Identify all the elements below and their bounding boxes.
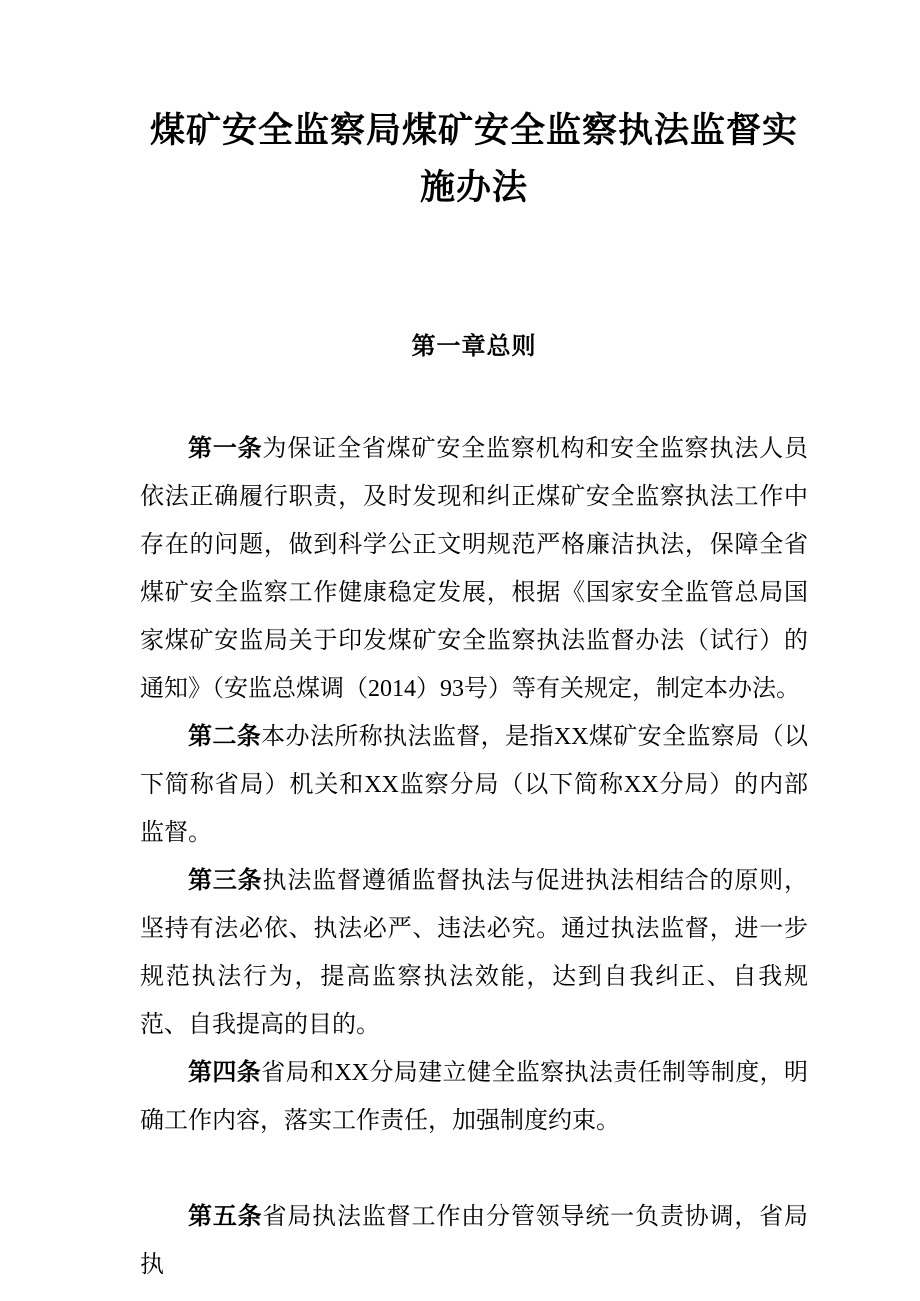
article-3-lead: 第三条 (188, 868, 263, 894)
paragraph-article-1 (140, 425, 808, 713)
article-1-text: 为保证全省煤矿安全监察机构和安全监察执法人员依法正确履行职责，及时发现和纠正煤矿安全监察执法工作中存在的问题，做到科学公正文明规范严格廉洁执法，保障全省煤矿安全监察工作健康稳定发展，根据《国家安全监管总局国家煤矿安监局关于印发煤矿安全监察执法监督办法（试行）的通知》（安监总煤调（2014）93号）等有关规定，制定本办法。 (140, 436, 808, 702)
article-3-text: 执法监督遵循监督执法与促进执法相结合的原则，坚持有法必依、执法必严、违法必究。通过执法监督，进一步规范执法行为，提高监察执法效能，达到自我纠正、自我规范、自我提高的目的。 (140, 868, 808, 1038)
article-1-lead: 第一条 (188, 436, 263, 462)
chapter-heading: 第一章总则 (411, 334, 537, 360)
article-5-text: 省局执法监督工作由分管领导统一负责协调，省局执 (140, 1204, 808, 1278)
article-2-lead: 第二条 (188, 724, 262, 750)
document-title: 煤矿安全监察局煤矿安全监察执法监督实施办法 (149, 111, 798, 207)
article-5-lead: 第五条 (188, 1204, 263, 1230)
article-2-text: 本办法所称执法监督，是指XX煤矿安全监察局（以下简称省局）机关和XX监察分局（以下简称XX分局）的内部监督。 (140, 724, 808, 846)
article-4-lead: 第四条 (188, 1060, 262, 1086)
paragraph-article-3 (140, 857, 808, 1049)
paragraph-article-4 (140, 1049, 808, 1145)
paragraph-article-2 (140, 713, 808, 857)
paragraph-article-5 (140, 1193, 808, 1289)
article-4-text: 省局和XX分局建立健全监察执法责任制等制度，明确工作内容，落实工作责任，加强制度约束。 (140, 1060, 808, 1134)
document-body (140, 425, 808, 1289)
